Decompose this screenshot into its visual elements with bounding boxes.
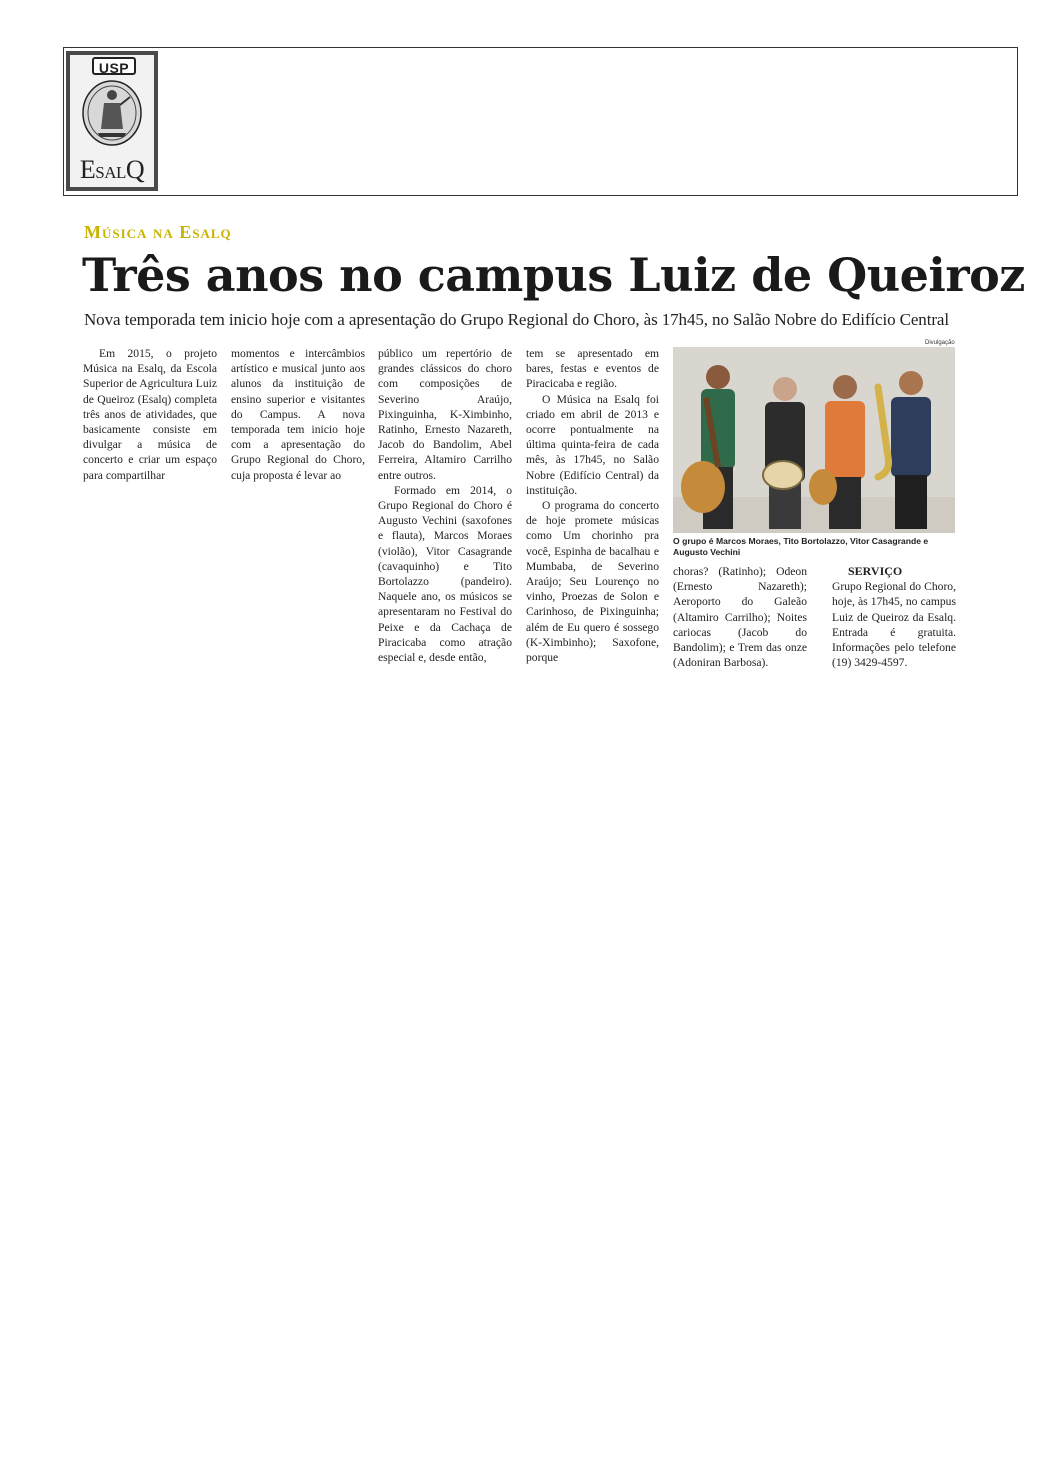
- article-column-1: [83, 346, 217, 483]
- band-photo: [673, 347, 955, 533]
- esalq-logo-text: ESALQ: [79, 155, 145, 184]
- seal-emblem-icon: [80, 77, 144, 147]
- photo-caption: O grupo é Marcos Moraes, Tito Bortolazzo, Vitor Casagrande e Augusto Vechini: [673, 536, 929, 557]
- photo-credit: Divulgação: [925, 340, 955, 346]
- paragraph: choras? (Ratinho); Odeon (Ernesto Nazareth); Aeroporto do Galeão (Altamiro Carrilho); Noites cariocas (Jacob do Bandolim); e Trem das onze (Adoniran Barbosa).: [673, 565, 807, 670]
- service-title: SERVIÇO: [848, 564, 903, 578]
- headline: Três anos no campus Luiz de Queiroz: [82, 248, 1025, 302]
- header-box: [63, 47, 1018, 196]
- service-box: [832, 564, 956, 670]
- usp-logo-text: USP: [92, 57, 136, 75]
- paragraph: O Música na Esalq foi criado em abril de 2013 e ocorre pontualmente na última quinta-feira de cada mês, às 17h45, no Salão Nobre (Edifício Central) da instituição.: [526, 392, 659, 497]
- paragraph: tem se apresentado em bares, festas e eventos de Piracicaba e região.: [526, 347, 659, 391]
- paragraph: público um repertório de grandes clássicos do choro com composições de Severino Araújo, Pixinguinha, K-Ximbinho, Ratinho, Ernesto Nazareth, Jacob do Bandolim, Abel Ferreira, Altamiro Carrilho entre outros.: [378, 347, 512, 482]
- article-column-5: [673, 564, 807, 670]
- subheadline: Nova temporada tem inicio hoje com a apresentação do Grupo Regional do Choro, às 17h45, no Salão Nobre do Edifício Central: [84, 310, 949, 329]
- article-column-2: [231, 346, 365, 483]
- usp-esalq-logo: [66, 51, 158, 191]
- band-photo-illustration: [673, 347, 955, 533]
- article-column-4: [526, 346, 659, 665]
- section-kicker: Música na Esalq: [84, 222, 232, 242]
- paragraph: Em 2015, o projeto Música na Esalq, da Escola Superior de Agricultura Luiz de Queiroz (Esalq) completa três anos de atividades, que basicamente consiste em divulgar a música de concerto e criar um espaço para compartilhar: [83, 347, 217, 482]
- article-column-3: [378, 346, 512, 665]
- paragraph: momentos e intercâmbios artístico e musical junto aos alunos da instituição de ensino superior e visitantes do Campus. A nova temporada tem inicio hoje com a apresentação do Grupo Regional do Choro, cuja proposta é levar ao: [231, 347, 365, 482]
- paragraph: O programa do concerto de hoje promete músicas como Um chorinho pra você, Espinha de bacalhau e Mumbaba, de Severino Araújo; Seu Lourenço no vinho, Proezas de Solon e Carinhoso, de Pixinguinha; além de Eu quero é sossego (K-Ximbinho); Saxofone, porque: [526, 499, 659, 665]
- service-text: Grupo Regional do Choro, hoje, às 17h45, no campus Luiz de Queiroz da Esalq. Entrada é gratuita. Informações pelo telefone (19) 3429-4597.: [832, 580, 956, 670]
- paragraph: Formado em 2014, o Grupo Regional do Choro é Augusto Vechini (saxofones e flauta), Marcos Moraes (violão), Vitor Casagrande (cavaquinho) e Tito Bortolazzo (pandeiro). Naquele ano, os músicos se apresentaram no Festival do Peixe e da Cachaça de Piracicaba como atração especial e, desde então,: [378, 483, 512, 665]
